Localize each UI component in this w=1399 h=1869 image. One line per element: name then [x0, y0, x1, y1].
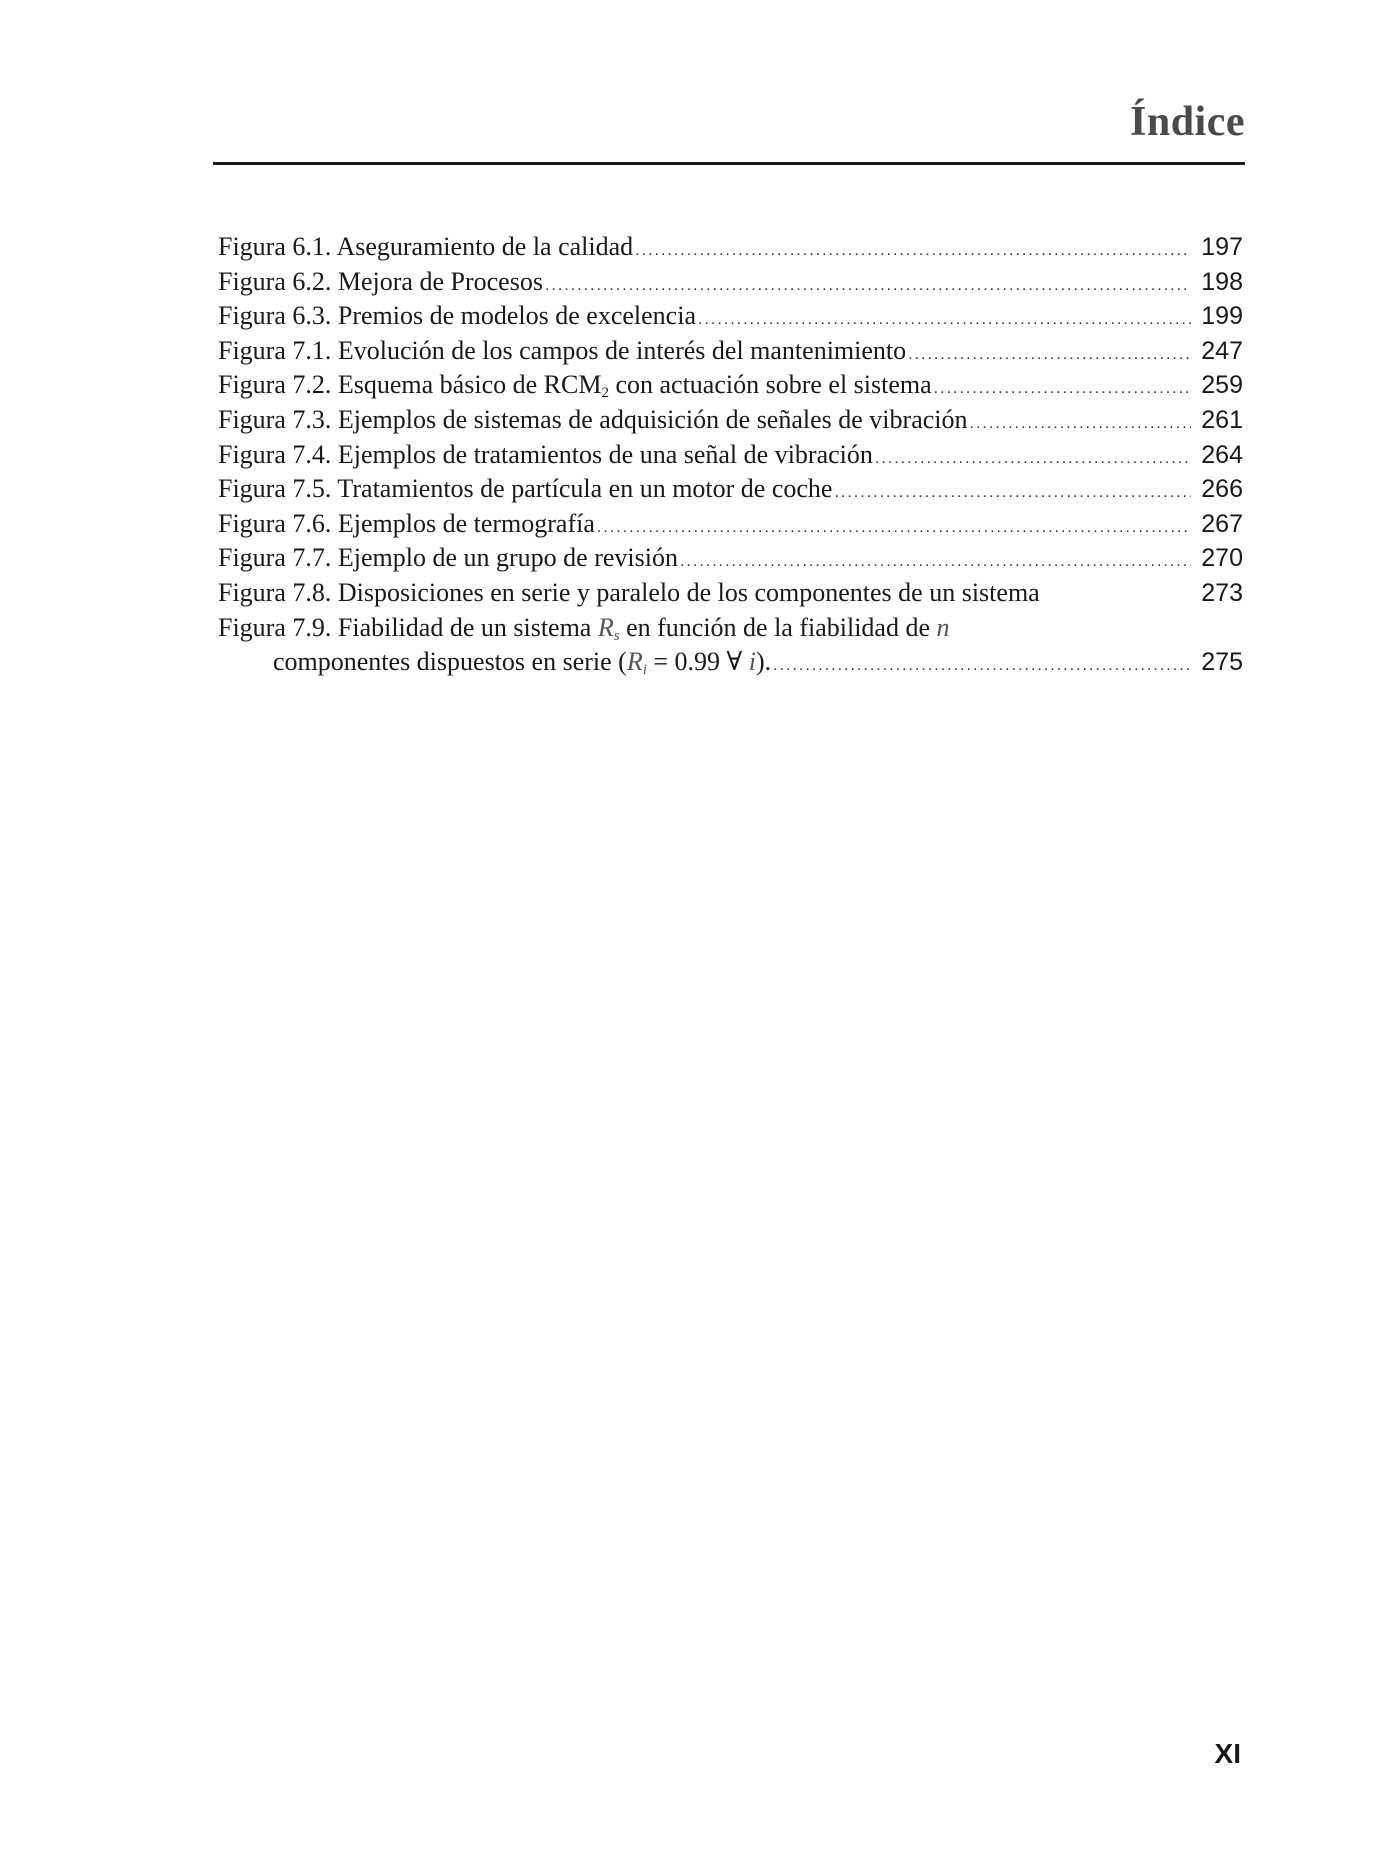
page-number: XI	[1214, 1738, 1241, 1769]
toc-entry-page: 264	[1201, 440, 1243, 469]
header-divider	[213, 162, 1245, 165]
toc-entry-page: 266	[1201, 475, 1243, 504]
toc-entry-title: Figura 6.2. Mejora de Procesos	[218, 266, 543, 296]
toc-entry-title-part: con actuación sobre el sistema	[608, 370, 932, 400]
toc-entry-title-part: ).	[755, 647, 772, 677]
toc-entry[interactable]	[218, 509, 1243, 544]
dot-leader	[773, 657, 1191, 675]
dot-leader	[635, 242, 1191, 260]
toc-entry-title: Figura 7.8. Disposiciones en serie y paralelo de los componentes de un sistema	[218, 577, 1040, 607]
dot-leader	[680, 553, 1191, 571]
dot-leader	[545, 277, 1191, 295]
math-variable: i	[748, 647, 756, 677]
toc-entry-line	[218, 613, 1243, 648]
dot-leader	[934, 380, 1192, 398]
toc-entry[interactable]	[218, 267, 1243, 302]
math-symbol: R	[626, 647, 643, 677]
toc-entry-title-part: componentes dispuestos en serie (	[273, 647, 627, 677]
toc-entry-title: Figura 7.6. Ejemplos de termografía	[218, 508, 595, 538]
math-variable: n	[936, 612, 950, 642]
dot-leader	[597, 519, 1191, 537]
toc-entry-title-part: en función de la fiabilidad de	[619, 612, 937, 642]
toc-entry-title: Figura 6.3. Premios de modelos de excelencia	[218, 301, 696, 331]
toc-entry-title: Figura 6.1. Aseguramiento de la calidad	[218, 232, 634, 261]
toc-entry-page: 197	[1201, 233, 1243, 261]
toc-entry-page: 273	[1201, 578, 1243, 607]
toc-entry-page: 198	[1201, 267, 1243, 296]
math-symbol: R	[597, 612, 614, 642]
toc-entry[interactable]	[218, 405, 1243, 440]
figure-index-list	[218, 232, 1243, 682]
math-variable	[626, 647, 647, 679]
toc-entry-page: 261	[1201, 405, 1243, 434]
toc-entry[interactable]	[218, 336, 1243, 371]
dot-leader	[970, 415, 1192, 433]
toc-entry-title-part: = 0.99 ∀	[646, 647, 749, 677]
toc-entry-title	[273, 647, 771, 679]
toc-entry-page: 259	[1201, 371, 1243, 400]
toc-entry-page: 247	[1201, 336, 1243, 365]
toc-entry-title	[218, 370, 932, 402]
toc-entry[interactable]	[218, 301, 1243, 336]
toc-entry[interactable]	[218, 474, 1243, 509]
toc-entry[interactable]	[218, 232, 1243, 267]
toc-entry-title: Figura 7.1. Evolución de los campos de interés del mantenimiento	[218, 335, 907, 365]
toc-entry-title: Figura 7.3. Ejemplos de sistemas de adquisición de señales de vibración	[218, 404, 968, 434]
dot-leader	[834, 484, 1191, 502]
toc-entry-title-part: Figura 7.9. Fiabilidad de un sistema	[218, 612, 598, 642]
toc-entry[interactable]	[218, 578, 1243, 613]
subscript: s	[613, 627, 620, 644]
toc-entry[interactable]	[218, 440, 1243, 475]
toc-entry-page: 267	[1201, 509, 1243, 538]
subscript: 2	[601, 385, 609, 402]
toc-entry-title: Figura 7.4. Ejemplos de tratamientos de una señal de vibración	[218, 439, 873, 469]
dot-leader	[875, 450, 1191, 468]
page-title: Índice	[1129, 99, 1245, 145]
toc-entry-page: 199	[1201, 302, 1243, 331]
toc-entry-title: Figura 7.5. Tratamientos de partícula en un motor de coche	[218, 474, 833, 504]
toc-entry[interactable]	[218, 543, 1243, 578]
toc-entry-page: 275	[1201, 648, 1243, 677]
toc-entry-page: 270	[1201, 544, 1243, 573]
dot-leader	[698, 311, 1191, 329]
toc-entry-multiline[interactable]	[218, 613, 1243, 682]
toc-entry-line	[218, 647, 1243, 682]
toc-entry-title-part: Figura 7.2. Esquema básico de RCM	[218, 370, 602, 400]
toc-entry-title: Figura 7.7. Ejemplo de un grupo de revisión	[218, 543, 678, 573]
subscript: i	[642, 662, 647, 679]
dot-leader	[908, 346, 1191, 364]
math-variable	[598, 613, 620, 642]
toc-entry[interactable]	[218, 370, 1243, 405]
